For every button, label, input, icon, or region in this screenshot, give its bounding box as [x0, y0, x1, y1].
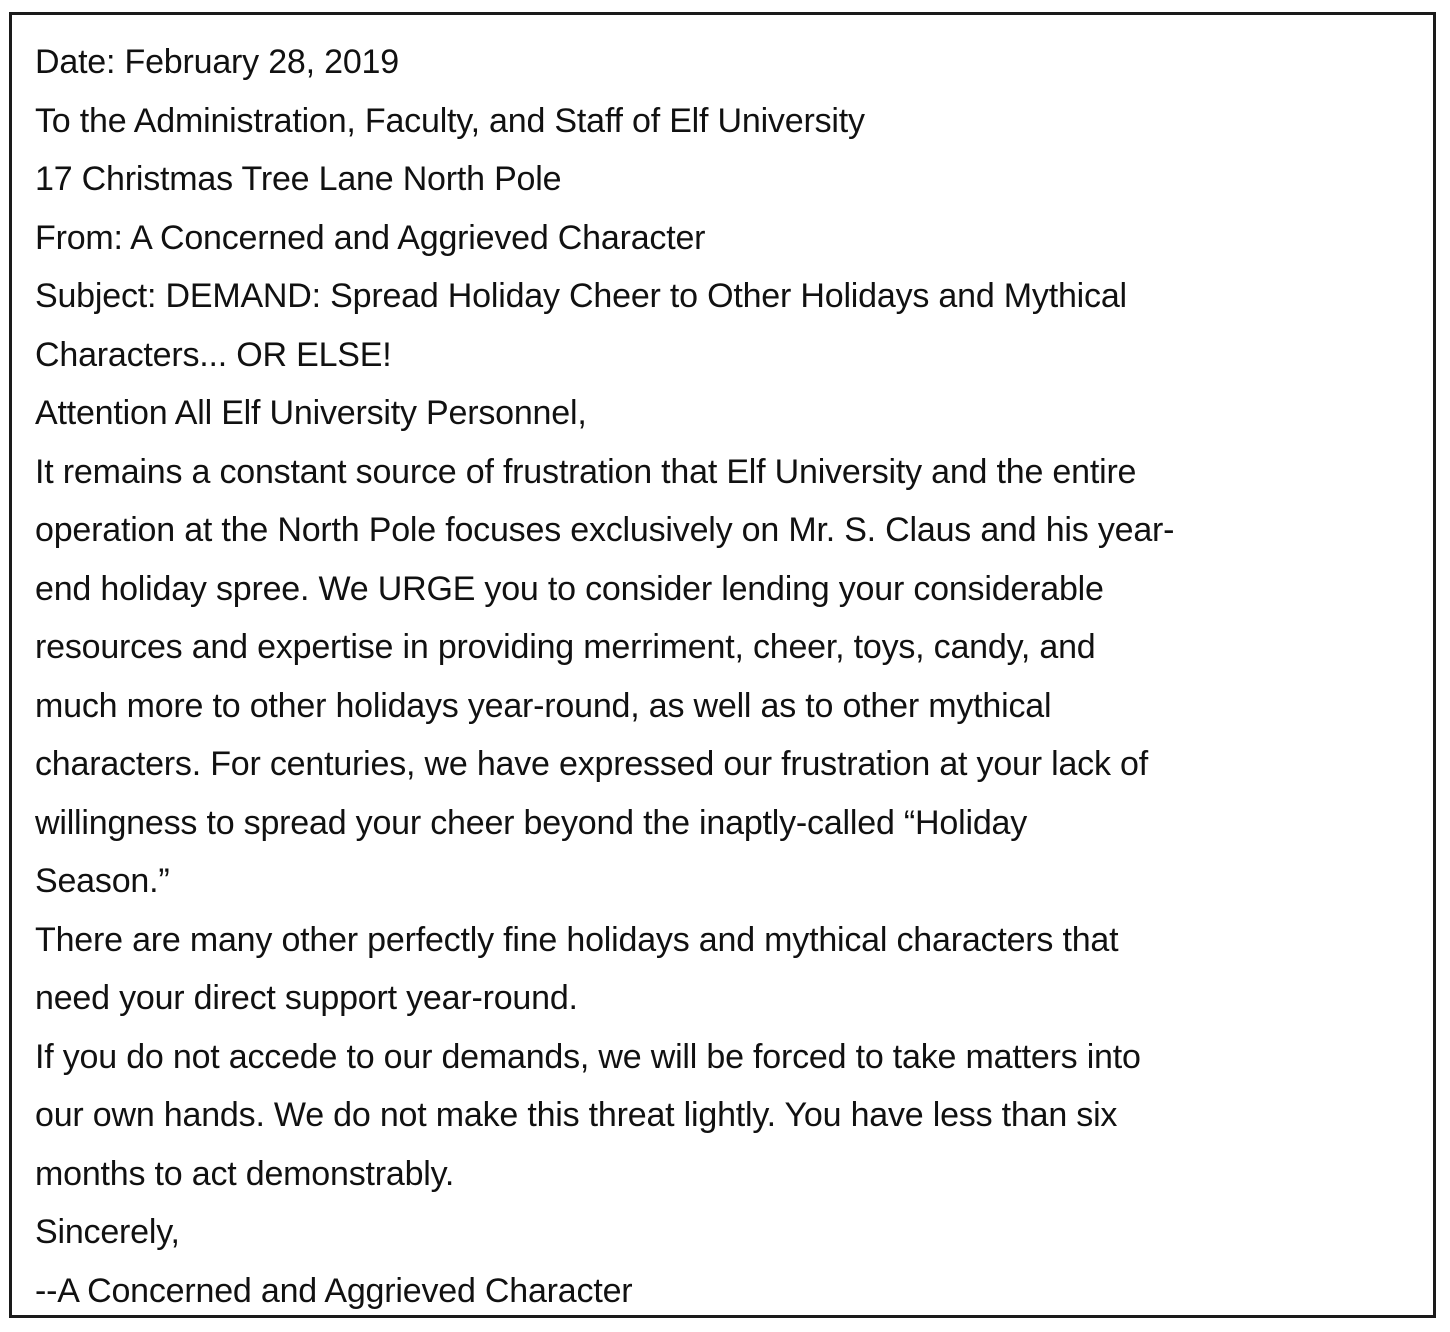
subject-line: Characters... OR ELSE!: [35, 335, 392, 374]
recipient-line: To the Administration, Faculty, and Staff of Elf University: [35, 101, 865, 140]
paragraph-1-line: characters. For centuries, we have expressed our frustration at your lack of: [35, 745, 1148, 783]
paragraph-1-line: operation at the North Pole focuses exclusively on Mr. S. Claus and his year-: [35, 511, 1175, 549]
paragraph-1-line: end holiday spree. We URGE you to consider lending your considerable: [35, 569, 1104, 608]
signature: --A Concerned and Aggrieved Character: [35, 1271, 633, 1310]
paragraph-1-line: resources and expertise in providing merriment, cheer, toys, candy, and: [35, 628, 1096, 666]
closing: Sincerely,: [35, 1213, 180, 1251]
address-line: 17 Christmas Tree Lane North Pole: [35, 160, 562, 198]
from-line: From: A Concerned and Aggrieved Character: [35, 218, 706, 257]
paragraph-2-line: need your direct support year-round.: [35, 979, 578, 1017]
paragraph-3-line: our own hands. We do not make this threat lightly. You have less than six: [35, 1096, 1118, 1134]
paragraph-2-line: There are many other perfectly fine holidays and mythical characters that: [35, 920, 1119, 959]
paragraph-1-line: Season.”: [35, 862, 170, 900]
paragraph-3-line: months to act demonstrably.: [35, 1154, 455, 1193]
salutation: Attention All Elf University Personnel,: [35, 394, 587, 432]
date-line: Date: February 28, 2019: [35, 43, 399, 81]
paragraph-1-line: It remains a constant source of frustration that Elf University and the entire: [35, 452, 1137, 491]
subject-line: Subject: DEMAND: Spread Holiday Cheer to Other Holidays and Mythical: [35, 277, 1127, 315]
letter-frame: [9, 12, 1436, 1318]
paragraph-1-line: willingness to spread your cheer beyond the inaptly-called “Holiday: [35, 803, 1028, 842]
paragraph-1-line: much more to other holidays year-round, as well as to other mythical: [35, 686, 1052, 725]
letter-body: [35, 33, 1423, 1320]
paragraph-3-line: If you do not accede to our demands, we will be forced to take matters into: [35, 1037, 1141, 1076]
